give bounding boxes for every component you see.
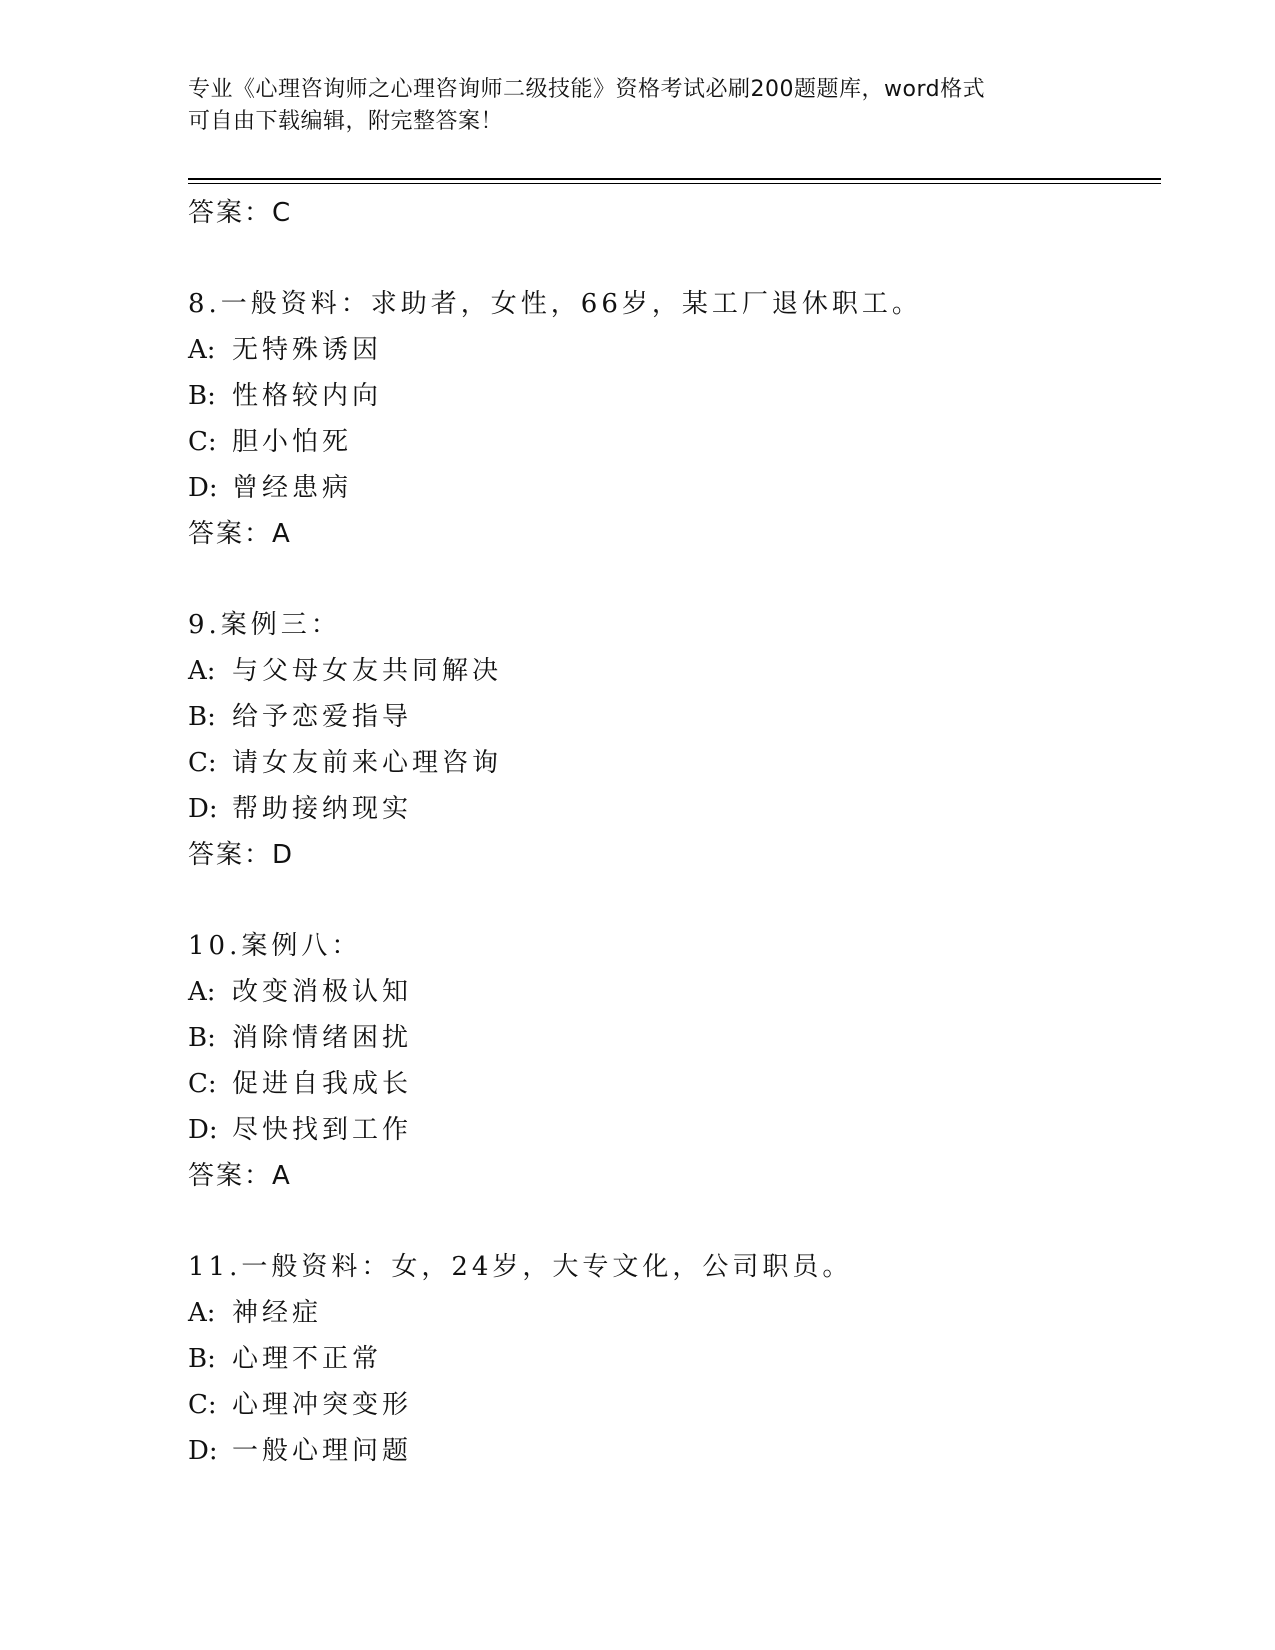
- option-letter: A:: [188, 656, 216, 686]
- option-letter: C:: [188, 748, 217, 778]
- option-letter: B:: [188, 1344, 216, 1374]
- option-b: [188, 1336, 1161, 1382]
- option-letter: D:: [188, 1115, 218, 1145]
- option-d: [188, 1107, 1161, 1153]
- question-block: [188, 281, 1161, 557]
- question-block: [188, 923, 1161, 1199]
- page-header: [188, 74, 1088, 138]
- option-letter: A:: [188, 1298, 216, 1328]
- option-text: 与父母女友共同解决: [232, 656, 503, 686]
- question-text: 11.一般资料：女，24岁，大专文化，公司职员。: [188, 1252, 853, 1282]
- answer-line: 答案：D: [188, 840, 295, 870]
- option-a: [188, 327, 1161, 373]
- header-divider-thick: [188, 178, 1161, 180]
- question-block: [188, 602, 1161, 878]
- option-letter: D:: [188, 1436, 218, 1466]
- option-letter: D:: [188, 473, 218, 503]
- option-letter: C:: [188, 427, 217, 457]
- question-text: 9.案例三：: [188, 610, 341, 640]
- option-text: 尽快找到工作: [232, 1115, 413, 1145]
- option-c: [188, 1382, 1161, 1428]
- option-text: 胆小怕死: [232, 427, 353, 457]
- question-text: 8.一般资料：求助者，女性，66岁，某工厂退休职工。: [188, 289, 922, 319]
- option-c: [188, 740, 1161, 786]
- option-text: 心理不正常: [232, 1344, 383, 1374]
- option-text: 性格较内向: [232, 381, 383, 411]
- option-text: 一般心理问题: [232, 1436, 413, 1466]
- option-text: 请女友前来心理咨询: [232, 748, 503, 778]
- option-b: [188, 1015, 1161, 1061]
- header-line-2: 可自由下载编辑，附完整答案！: [188, 109, 504, 134]
- option-text: 帮助接纳现实: [232, 794, 413, 824]
- option-text: 曾经患病: [232, 473, 353, 503]
- option-letter: A:: [188, 335, 216, 365]
- option-letter: C:: [188, 1390, 217, 1420]
- option-text: 促进自我成长: [232, 1069, 413, 1099]
- option-letter: B:: [188, 1023, 216, 1053]
- option-text: 无特殊诱因: [232, 335, 383, 365]
- option-text: 消除情绪困扰: [232, 1023, 413, 1053]
- option-a: [188, 1290, 1161, 1336]
- answer-line: 答案：A: [188, 519, 292, 549]
- previous-answer: 答案：C: [188, 198, 293, 228]
- question-block: [188, 1244, 1161, 1474]
- option-text: 神经症: [232, 1298, 323, 1328]
- option-letter: D:: [188, 794, 218, 824]
- option-a: [188, 648, 1161, 694]
- option-d: [188, 1428, 1161, 1474]
- option-b: [188, 694, 1161, 740]
- option-text: 给予恋爱指导: [232, 702, 413, 732]
- option-letter: A:: [188, 977, 216, 1007]
- question-list: [188, 190, 1161, 1474]
- option-c: [188, 419, 1161, 465]
- option-a: [188, 969, 1161, 1015]
- option-letter: B:: [188, 381, 216, 411]
- answer-line: 答案：A: [188, 1161, 292, 1191]
- option-text: 心理冲突变形: [232, 1390, 413, 1420]
- option-c: [188, 1061, 1161, 1107]
- question-text: 10.案例八：: [188, 931, 362, 961]
- option-d: [188, 465, 1161, 511]
- header-divider-thin: [188, 183, 1161, 184]
- option-letter: B:: [188, 702, 216, 732]
- header-line-1: 专业《心理咨询师之心理咨询师二级技能》资格考试必刷200题题库，word格式: [188, 77, 986, 102]
- option-b: [188, 373, 1161, 419]
- option-letter: C:: [188, 1069, 217, 1099]
- option-d: [188, 786, 1161, 832]
- option-text: 改变消极认知: [232, 977, 413, 1007]
